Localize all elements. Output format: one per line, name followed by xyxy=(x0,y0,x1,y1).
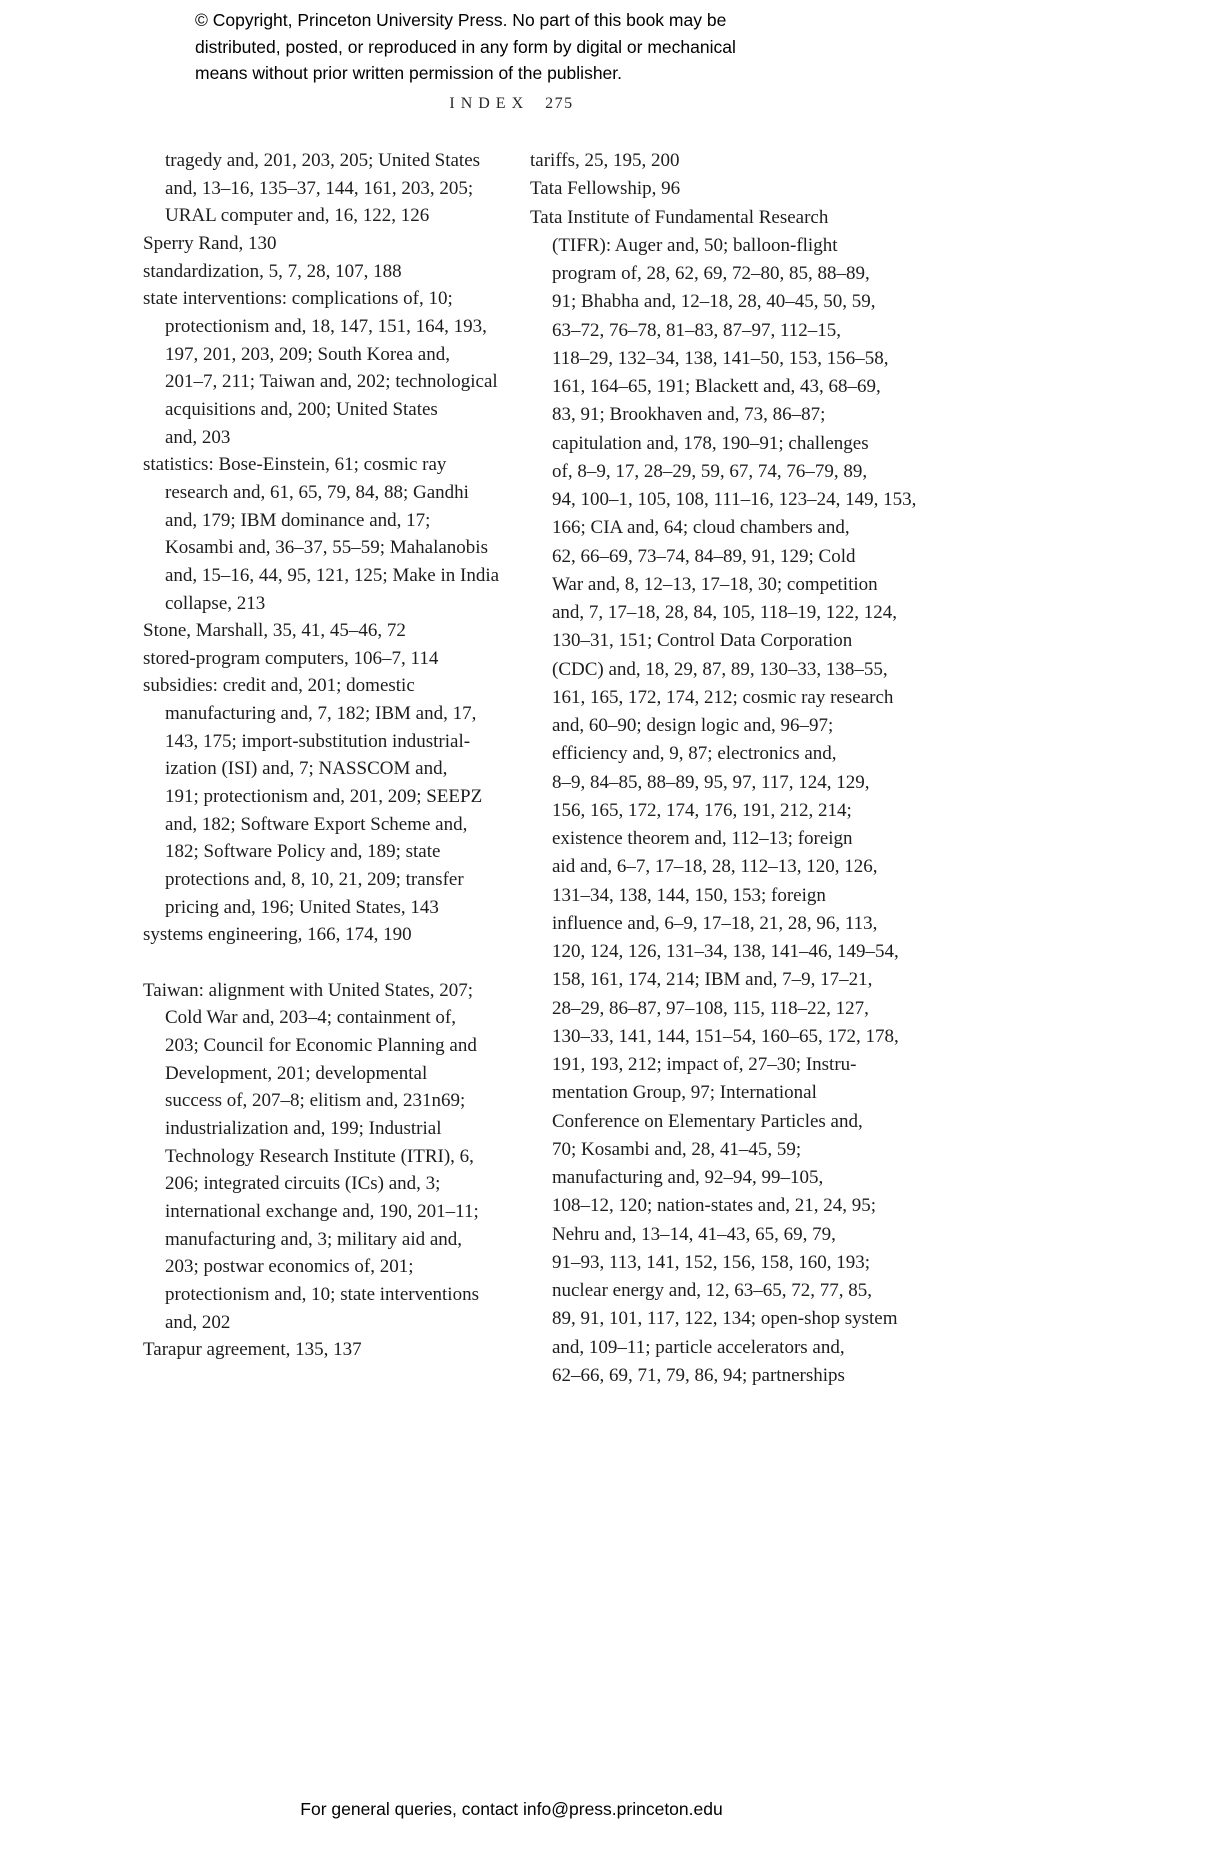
index-line: 62, 66–69, 73–74, 84–89, 91, 129; Cold xyxy=(552,545,856,567)
index-line: Conference on Elementary Particles and, xyxy=(552,1110,863,1132)
index-line: and, 179; IBM dominance and, 17; xyxy=(165,509,431,531)
index-line: stored-program computers, 106–7, 114 xyxy=(143,647,439,669)
index-line: 108–12, 120; nation-states and, 21, 24, 95; xyxy=(552,1195,877,1217)
index-line: 191; protectionism and, 201, 209; SEEPZ xyxy=(165,786,483,808)
index-line: 63–72, 76–78, 81–83, 87–97, 112–15, xyxy=(552,319,842,341)
index-line: standardization, 5, 7, 28, 107, 188 xyxy=(143,260,402,282)
index-line: (CDC) and, 18, 29, 87, 89, 130–33, 138–55, xyxy=(552,658,888,680)
index-line: 120, 124, 126, 131–34, 138, 141–46, 149–54, xyxy=(552,941,899,962)
index-line: 197, 201, 203, 209; South Korea and, xyxy=(165,343,450,365)
index-line: 89, 91, 101, 117, 122, 134; open-shop system xyxy=(552,1308,898,1330)
index-line: 94, 100–1, 105, 108, 111–16, 123–24, 149, 153, xyxy=(552,489,917,510)
index-line: tariffs, 25, 195, 200 xyxy=(530,150,680,171)
index-line: 62–66, 69, 71, 79, 86, 94; partnerships xyxy=(552,1364,845,1386)
index-line: Tata Fellowship, 96 xyxy=(530,178,681,200)
index-line: and, 13–16, 135–37, 144, 161, 203, 205; xyxy=(165,177,474,199)
index-line: 203; postwar economics of, 201; xyxy=(165,1256,414,1278)
copyright-notice xyxy=(195,7,736,87)
index-line: statistics: Bose-Einstein, 61; cosmic ray xyxy=(143,454,447,476)
index-line: Kosambi and, 36–37, 55–59; Mahalanobis xyxy=(165,537,488,559)
index-line: 191, 193, 212; impact of, 27–30; Instru- xyxy=(552,1054,857,1075)
index-line: existence theorem and, 112–13; foreign xyxy=(552,828,853,849)
index-line: 130–33, 141, 144, 151–54, 160–65, 172, 178, xyxy=(552,1025,899,1047)
index-line: industrialization and, 199; Industrial xyxy=(165,1117,442,1139)
index-line: 131–34, 138, 144, 150, 153; foreign xyxy=(552,884,826,906)
index-line: 143, 175; import-substitution industrial- xyxy=(165,730,471,752)
index-line: protections and, 8, 10, 21, 209; transfer xyxy=(165,869,464,891)
index-line: mentation Group, 97; International xyxy=(552,1082,817,1104)
index-line: Taiwan: alignment with United States, 207; xyxy=(143,979,474,1001)
index-line: 203; Council for Economic Planning and xyxy=(165,1034,477,1056)
index-column-right xyxy=(530,147,917,1390)
index-line: Tarapur agreement, 135, 137 xyxy=(143,1339,362,1361)
index-line: 8–9, 84–85, 88–89, 95, 97, 117, 124, 129, xyxy=(552,771,870,793)
index-line: and, 202 xyxy=(165,1311,231,1333)
index-line: Tata Institute of Fundamental Research xyxy=(530,206,829,228)
index-line: 118–29, 132–34, 138, 141–50, 153, 156–58, xyxy=(552,347,889,369)
index-line: manufacturing and, 92–94, 99–105, xyxy=(552,1167,824,1188)
index-line: 206; integrated circuits (ICs) and, 3; xyxy=(165,1173,441,1195)
index-line: international exchange and, 190, 201–11; xyxy=(165,1200,479,1222)
index-line: protectionism and, 10; state interventions xyxy=(165,1283,479,1305)
footer-text: For general queries, contact info@press.princeton.edu xyxy=(300,1799,723,1819)
index-line: protectionism and, 18, 147, 151, 164, 193, xyxy=(165,315,487,337)
index-line: tragedy and, 201, 203, 205; United States xyxy=(165,150,481,171)
index-line: Nehru and, 13–14, 41–43, 65, 69, 79, xyxy=(552,1223,836,1245)
index-line: Development, 201; developmental xyxy=(165,1062,428,1084)
index-line: systems engineering, 166, 174, 190 xyxy=(143,924,412,946)
index-line: ization (ISI) and, 7; NASSCOM and, xyxy=(165,758,448,780)
copyright-line: means without prior written permission of the publisher. xyxy=(195,63,623,83)
page-number: 275 xyxy=(545,95,574,112)
index-line: War and, 8, 12–13, 17–18, 30; competition xyxy=(552,573,878,595)
index-line: 161, 164–65, 191; Blackett and, 43, 68–69, xyxy=(552,376,881,397)
index-line: Cold War and, 203–4; containment of, xyxy=(165,1007,456,1029)
index-line: 130–31, 151; Control Data Corporation xyxy=(552,630,853,652)
index-line: 91–93, 113, 141, 152, 156, 158, 160, 193; xyxy=(552,1251,871,1273)
index-line: Technology Research Institute (ITRI), 6, xyxy=(165,1145,474,1167)
index-line: and, 7, 17–18, 28, 84, 105, 118–19, 122, 124, xyxy=(552,602,897,623)
footer-queries-note xyxy=(143,1799,880,1820)
index-line: and, 109–11; particle accelerators and, xyxy=(552,1336,845,1358)
index-line: influence and, 6–9, 17–18, 21, 28, 96, 113, xyxy=(552,912,878,934)
index-line: and, 60–90; design logic and, 96–97; xyxy=(552,715,834,736)
index-section-gap xyxy=(143,949,495,977)
index-line: 161, 165, 172, 174, 212; cosmic ray research xyxy=(552,686,894,708)
index-line: pricing and, 196; United States, 143 xyxy=(165,896,439,918)
index-line: and, 203 xyxy=(165,426,231,448)
index-line: nuclear energy and, 12, 63–65, 72, 77, 85, xyxy=(552,1280,872,1301)
index-line: success of, 207–8; elitism and, 231n69; xyxy=(165,1090,466,1112)
index-line: manufacturing and, 3; military aid and, xyxy=(165,1228,463,1250)
copyright-line: © Copyright, Princeton University Press. No part of this book may be xyxy=(195,10,727,30)
index-line: 158, 161, 174, 214; IBM and, 7–9, 17–21, xyxy=(552,969,873,991)
index-line: of, 8–9, 17, 28–29, 59, 67, 74, 76–79, 89, xyxy=(552,460,868,482)
index-line: research and, 61, 65, 79, 84, 88; Gandhi xyxy=(165,481,469,503)
index-line: manufacturing and, 7, 182; IBM and, 17, xyxy=(165,703,477,725)
index-line: 201–7, 211; Taiwan and, 202; technological xyxy=(165,371,498,393)
index-line: Sperry Rand, 130 xyxy=(143,232,277,254)
index-line: (TIFR): Auger and, 50; balloon-flight xyxy=(552,234,838,256)
copyright-line: distributed, posted, or reproduced in any form by digital or mechanical xyxy=(195,36,736,57)
index-line: collapse, 213 xyxy=(165,592,266,614)
index-line: and, 182; Software Export Scheme and, xyxy=(165,813,468,835)
index-line: 83, 91; Brookhaven and, 73, 86–87; xyxy=(552,404,826,426)
index-heading: INDEX xyxy=(449,95,530,112)
index-line: URAL computer and, 16, 122, 126 xyxy=(165,205,430,227)
index-line: 166; CIA and, 64; cloud chambers and, xyxy=(552,517,850,539)
index-line: aid and, 6–7, 17–18, 28, 112–13, 120, 126, xyxy=(552,856,878,878)
index-line: state interventions: complications of, 10; xyxy=(143,288,453,310)
index-line: 156, 165, 172, 174, 176, 191, 212, 214; xyxy=(552,799,852,821)
index-line: subsidies: credit and, 201; domestic xyxy=(143,675,415,697)
index-line: 91; Bhabha and, 12–18, 28, 40–45, 50, 59, xyxy=(552,291,876,313)
index-column-left xyxy=(143,147,500,1364)
index-line: acquisitions and, 200; United States xyxy=(165,398,438,420)
index-line: Stone, Marshall, 35, 41, 45–46, 72 xyxy=(143,620,406,642)
index-line: efficiency and, 9, 87; electronics and, xyxy=(552,743,837,765)
index-line: 28–29, 86–87, 97–108, 115, 118–22, 127, xyxy=(552,997,869,1019)
index-line: 182; Software Policy and, 189; state xyxy=(165,841,441,863)
index-line: and, 15–16, 44, 95, 121, 125; Make in India xyxy=(165,564,500,586)
page-header xyxy=(143,95,880,113)
index-line: 70; Kosambi and, 28, 41–45, 59; xyxy=(552,1138,802,1160)
index-line: capitulation and, 178, 190–91; challenges xyxy=(552,432,869,454)
index-line: program of, 28, 62, 69, 72–80, 85, 88–89, xyxy=(552,263,870,284)
